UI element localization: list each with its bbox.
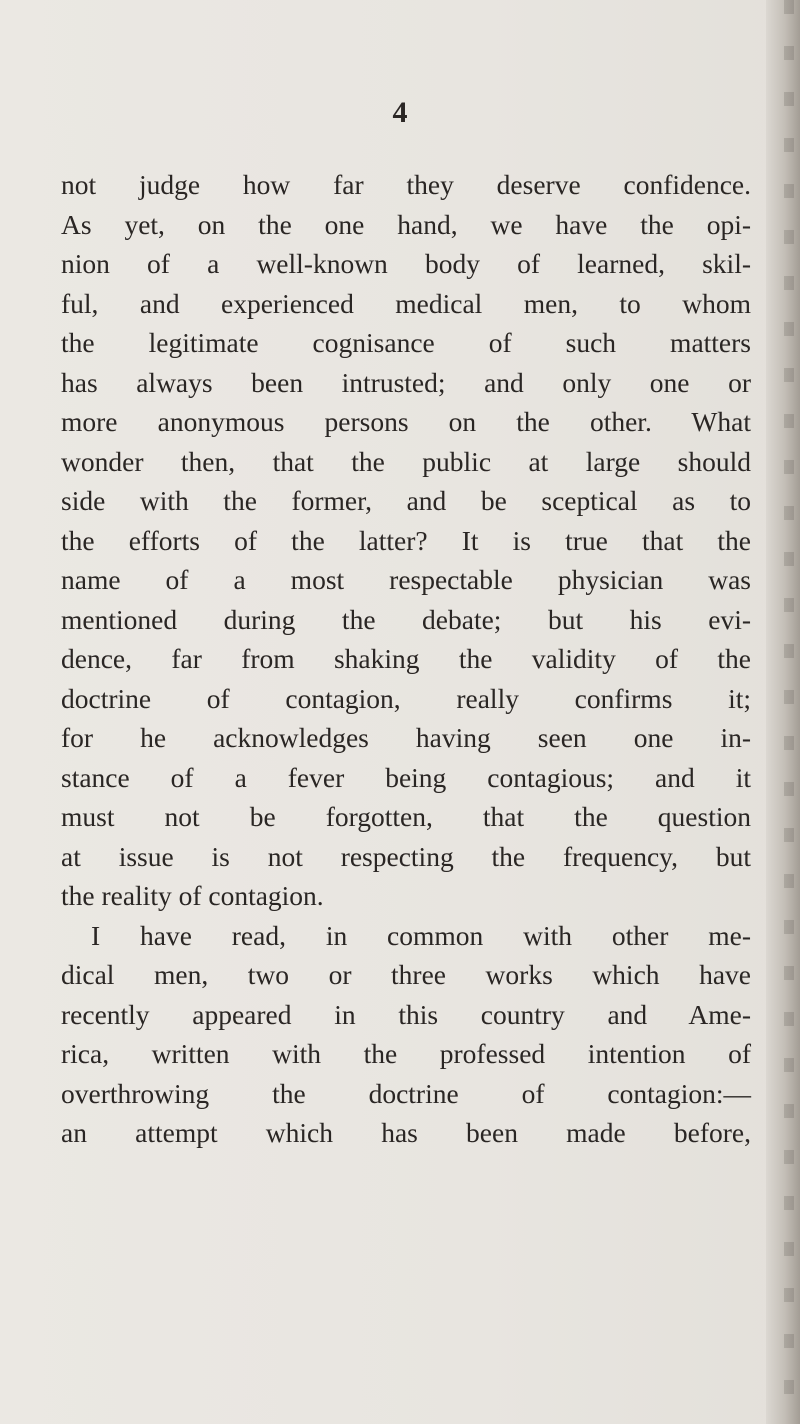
text-line: mentioned during the debate; but his evi-: [61, 603, 751, 635]
text-line: rica, written with the professed intention of: [61, 1038, 751, 1069]
text-line: the efforts of the latter? It is true that the: [61, 524, 751, 556]
text-line: stance of a fever being contagious; and it: [61, 761, 751, 793]
text-line: must not be forgotten, that the question: [61, 801, 751, 832]
text-line: more anonymous persons on the other. What: [61, 406, 751, 437]
body-text: [61, 165, 751, 1153]
text-line: doctrine of contagion, really confirms it;: [61, 682, 751, 714]
text-line: name of a most respectable physician was: [61, 564, 751, 595]
text-line: As yet, on the one hand, we have the opi-: [61, 208, 751, 240]
text-line: for he acknowledges having seen one in-: [61, 722, 751, 753]
paragraph-start-line: I have read, in common with other me-: [91, 919, 751, 951]
page-number: 4: [392, 96, 408, 129]
text-line: not judge how far they deserve confidence.: [61, 169, 751, 200]
text-line: dical men, two or three works which have: [61, 959, 751, 990]
text-line: overthrowing the doctrine of contagion:—: [61, 1077, 751, 1109]
text-line: nion of a well-known body of learned, skil-: [61, 248, 751, 279]
text-line: an attempt which has been made before,: [61, 1117, 751, 1148]
text-line: ful, and experienced medical men, to whom: [61, 287, 751, 319]
paragraph-end-line: the reality of contagion.: [61, 880, 324, 911]
text-line: side with the former, and be sceptical as to: [61, 485, 751, 516]
text-line: recently appeared in this country and Ame-: [61, 998, 751, 1030]
text-line: dence, far from shaking the validity of the: [61, 643, 751, 674]
page-edge-marks: [784, 0, 794, 1424]
text-line: the legitimate cognisance of such matters: [61, 327, 751, 358]
page-gutter-shadow: [766, 0, 800, 1424]
text-line: at issue is not respecting the frequency, but: [61, 840, 751, 872]
text-line: has always been intrusted; and only one or: [61, 366, 751, 398]
text-line: wonder then, that the public at large should: [61, 445, 751, 477]
